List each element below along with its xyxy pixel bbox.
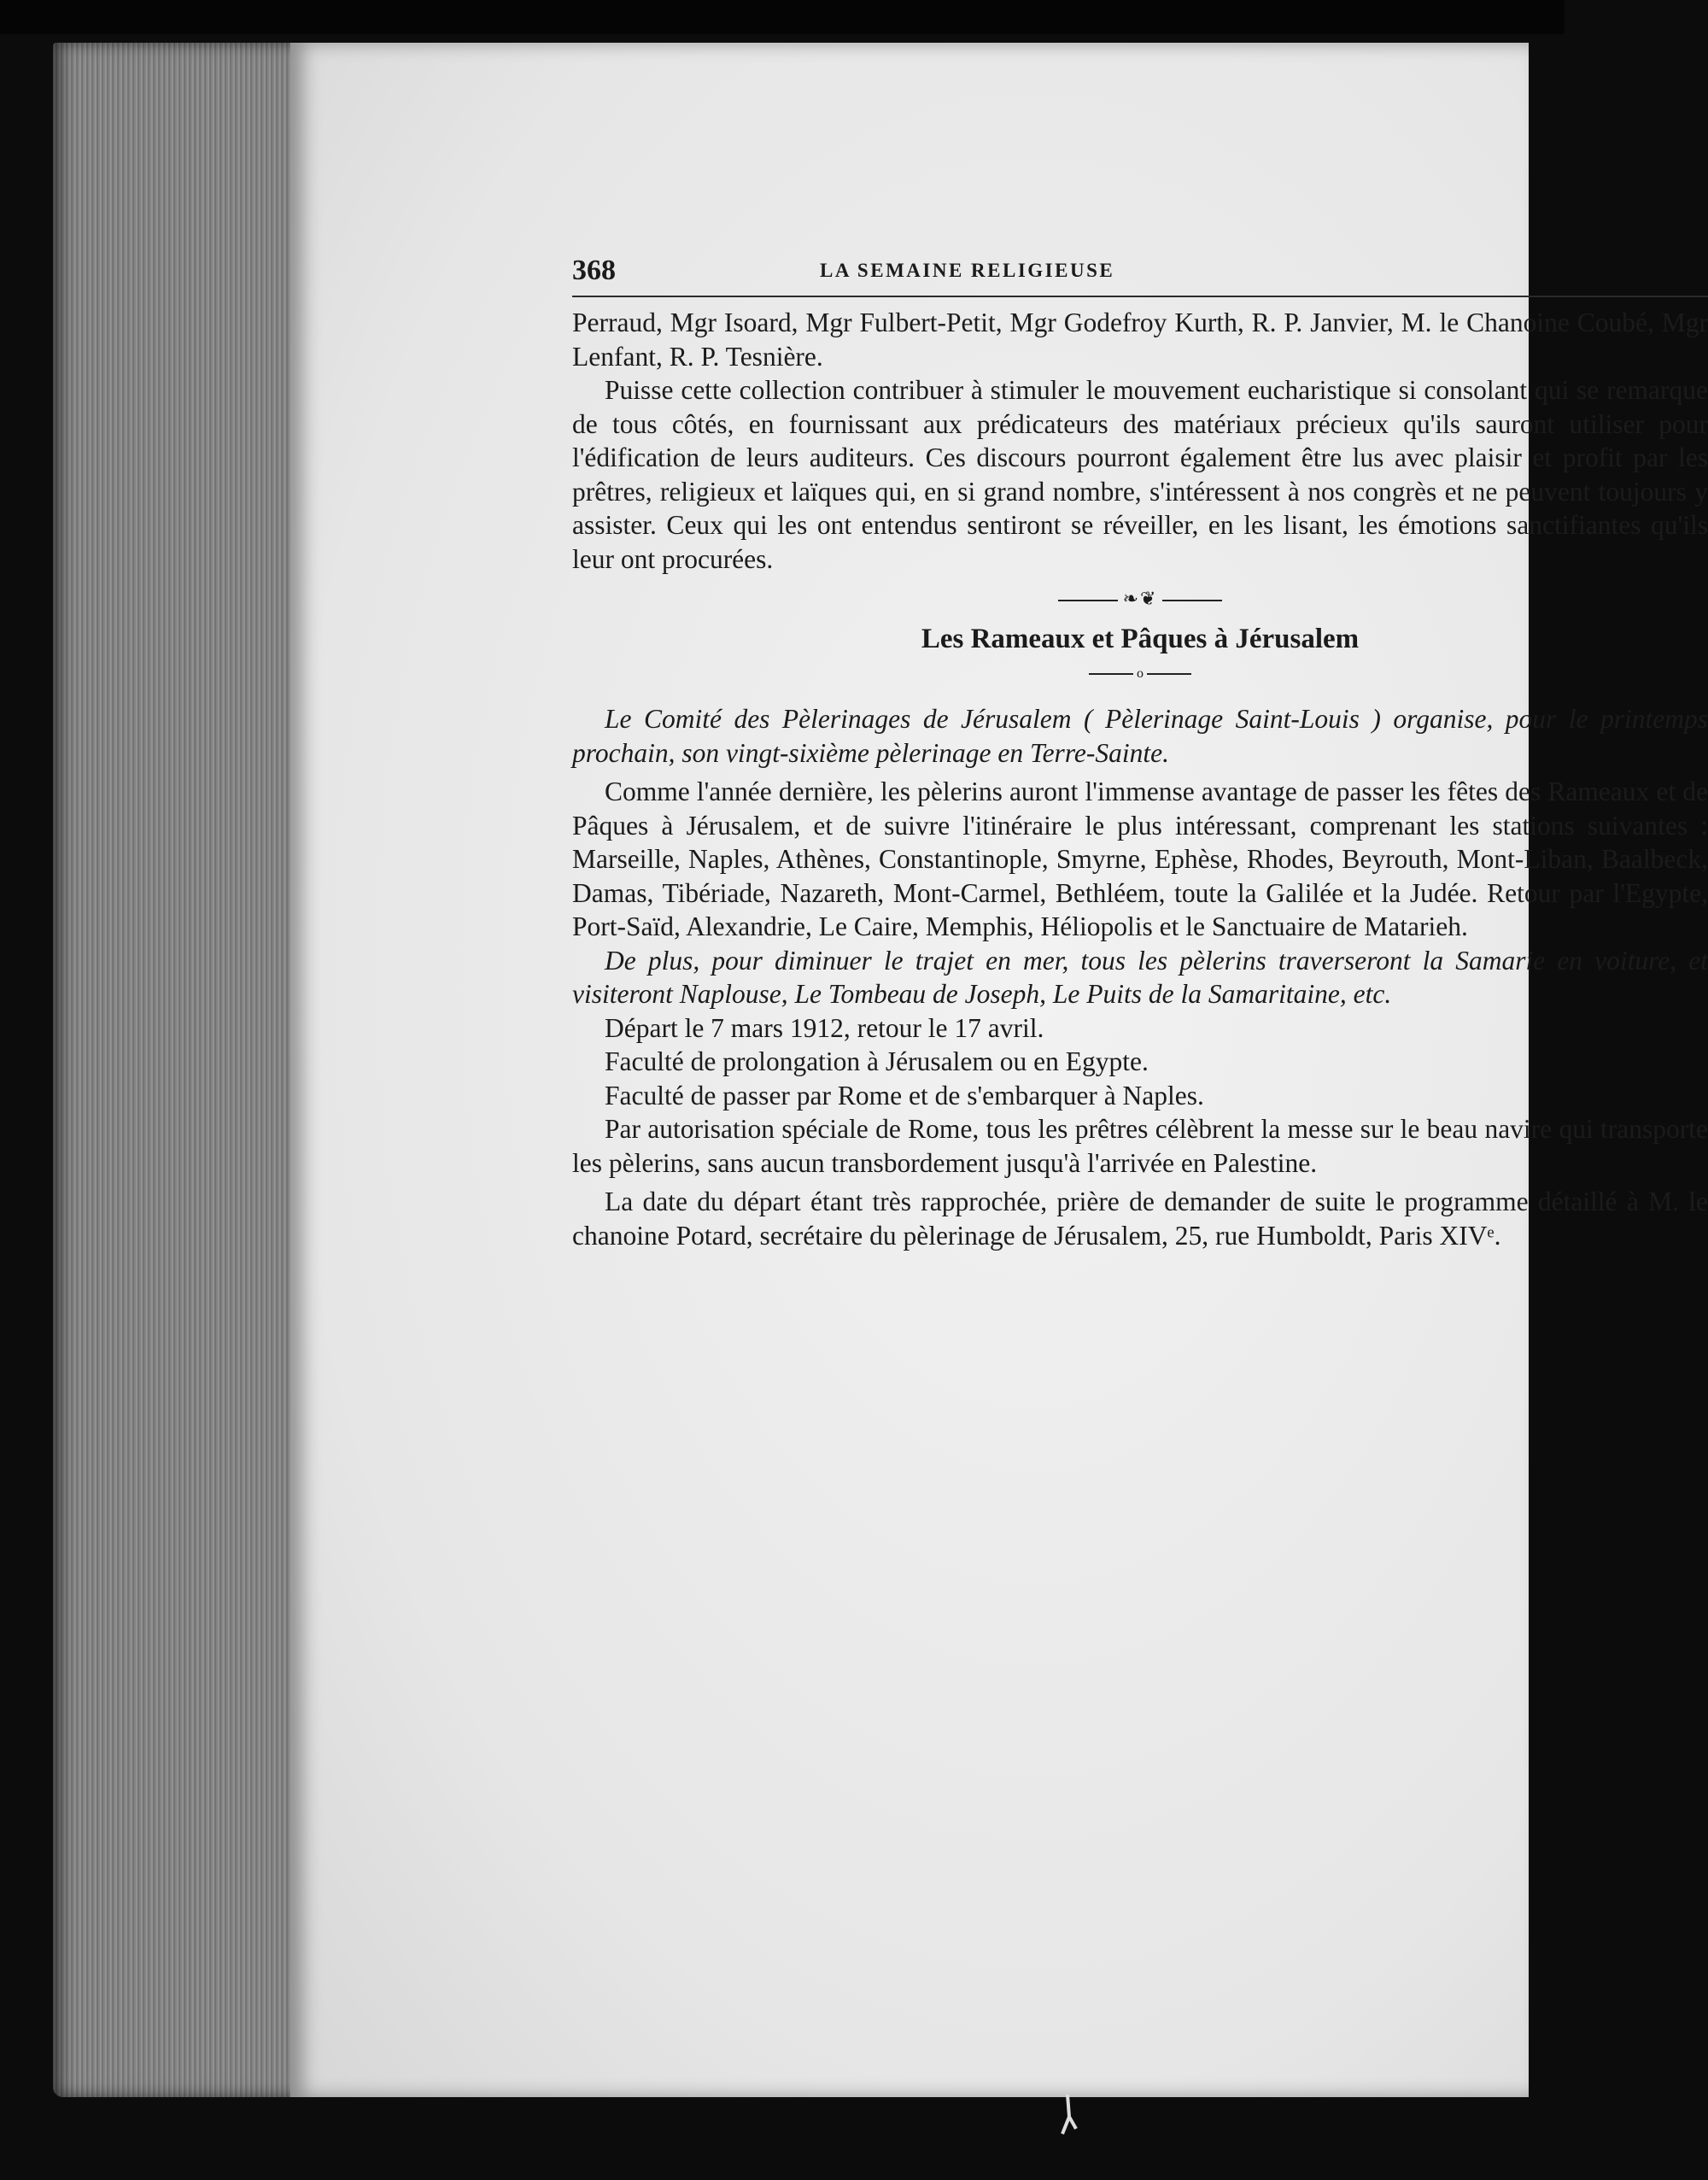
book-page bbox=[290, 43, 1708, 2097]
paragraph-intro: Perraud, Mgr Isoard, Mgr Fulbert-Petit, Mgr Godefroy Kurth, R. P. Janvier, M. le Chanoine Coubé, Mgr Lenfant, R. P. Tesnière. bbox=[572, 308, 1708, 372]
divider-rule-left bbox=[1089, 673, 1133, 675]
running-title: LA SEMAINE RELIGIEUSE bbox=[820, 260, 1115, 281]
book-page-edges bbox=[53, 43, 301, 2097]
ornament-rule-right bbox=[1162, 600, 1222, 601]
paragraph-departure: Départ le 7 mars 1912, retour le 17 avril. bbox=[605, 1012, 1044, 1043]
paragraph-prolongation: Faculté de prolongation à Jérusalem ou en Egypte. bbox=[605, 1046, 1149, 1076]
paragraph-italic-intro: Le Comité des Pèlerinages de Jérusalem ( Pèlerinage Saint-Louis ) organise, pour le printemps prochain, son vingt-sixième pèlerinage en Terre-Sainte. bbox=[572, 704, 1708, 768]
ornament-divider bbox=[572, 588, 1708, 610]
section-title: Les Rameaux et Pâques à Jérusalem bbox=[921, 624, 1360, 654]
text-column bbox=[572, 255, 1708, 1252]
ornament-rule-left bbox=[1058, 600, 1118, 601]
page-number: 368 bbox=[572, 255, 616, 286]
ornament-glyph: ❧❦ bbox=[1122, 588, 1158, 609]
paragraph-collection: Puisse cette collection contribuer à stimuler le mouvement eucharistique si consolant qui se remarque de tous côtés, en fournissant aux prédicateurs des matériaux précieux qu'ils sauront utiliser pour l'édification de leurs auditeurs. Ces discours pourront également être lus avec plaisir et profit par les prêtres, religieux et laïques qui, en si grand nombre, s'intéressent à nos congrès et ne peuvent toujours y assister. Ceux qui les ont entendus sentiront se réveiller, en les lisant, les émotions sanctifiantes qu'ils leur ont procurées. bbox=[572, 375, 1708, 574]
paragraph-itinerary: Comme l'année dernière, les pèlerins auront l'immense avantage de passer les fêtes des Rameaux et de Pâques à Jérusalem, et de suivre l'itinéraire le plus intéressant, comprenant les stations suivantes : Marseille, Naples, Athènes, Constantinople, Smyrne, Ephèse, Rhodes, Beyrouth, Mont-Liban, Baalbeck, Damas, Tibériade, Nazareth, Mont-Carmel, Bethléem, toute la Galilée et la Judée. Retour par l'Egypte, Port-Saïd, Alexandrie, Le Caire, Memphis, Héliopolis et le Sanctuaire de Matarieh. bbox=[572, 776, 1708, 941]
paragraph-rome: Faculté de passer par Rome et de s'embarquer à Naples. bbox=[605, 1080, 1204, 1111]
film-border bbox=[0, 0, 1565, 34]
film-mark bbox=[1050, 2091, 1085, 2142]
paragraph-contact: La date du départ étant très rapprochée, prière de demander de suite le programme détaillé à M. le chanoine Potard, secrétaire du pèlerinage de Jérusalem, 25, rue Humboldt, Paris XIVᵉ. bbox=[572, 1187, 1708, 1251]
small-divider bbox=[572, 665, 1708, 683]
paragraph-authorization: Par autorisation spéciale de Rome, tous les prêtres célèbrent la messe sur le beau navire qui transporte les pèlerins, sans aucun transbordement jusqu'à l'arrivée en Palestine. bbox=[572, 1114, 1708, 1178]
divider-glyph: o bbox=[1137, 666, 1144, 681]
paragraph-samarie: De plus, pour diminuer le trajet en mer, tous les pèlerins traverseront la Samarie en voiture, et visiteront Naplouse, Le Tombeau de Joseph, Le Puits de la Samaritaine, etc. bbox=[572, 945, 1708, 1009]
running-head bbox=[572, 255, 1708, 297]
divider-rule-right bbox=[1147, 673, 1191, 675]
